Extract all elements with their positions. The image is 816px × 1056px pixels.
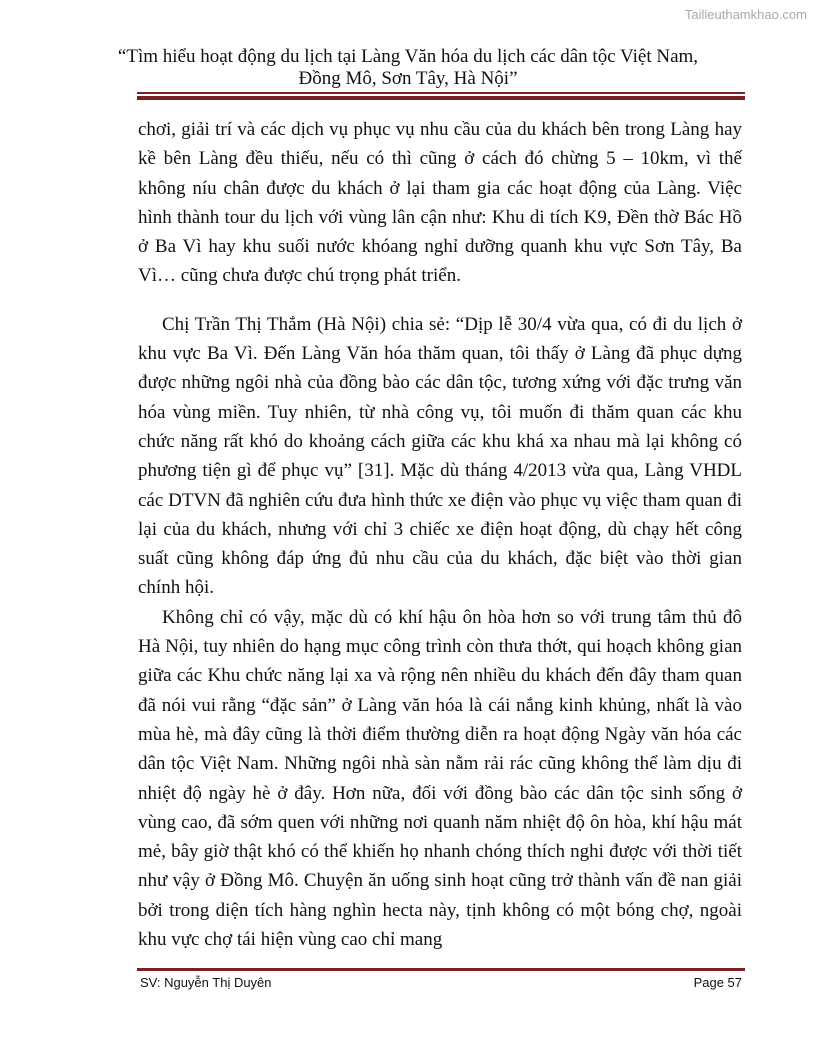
header-divider-thin [137,92,745,94]
header-title-line-1: “Tìm hiểu hoạt động du lịch tại Làng Văn hóa du lịch các dân tộc Việt Nam, [117,46,699,67]
footer-page-number: Page 57 [693,975,742,990]
footer-author: SV: Nguyễn Thị Duyên [140,975,272,990]
paragraph-2: Chị Trần Thị Thắm (Hà Nội) chia sẻ: “Dịp lễ 30/4 vừa qua, có đi du lịch ở khu vực Ba Vì. Đến Làng Văn hóa thăm quan, tôi thấy ở Làng đã phục dựng được những ngôi nhà của đồng bào các dân tộc, tương xứng với đặc trưng văn hóa vùng miền. Tuy nhiên, từ nhà công vụ, tôi muốn đi thăm quan các khu chức năng rất khó do khoảng cách giữa các khu khá xa nhau mà lại không có phương tiện gì để phục vụ” [31]. Mặc dù tháng 4/2013 vừa qua, Làng VHDL các DTVN đã nghiên cứu đưa hình thức xe điện vào phục vụ việc tham quan đi lại của du khách, nhưng với chỉ 3 chiếc xe điện hoạt động, dù chạy hết công suất cũng không đáp ứng đủ nhu cầu của du khách, đặc biệt vào thời gian chính hội. [138,313,742,599]
header-title-line-2: Đồng Mô, Sơn Tây, Hà Nội” [298,68,518,89]
header-divider-thick [137,96,745,100]
document-body [138,115,742,954]
page-header [110,46,706,90]
paragraph-1: chơi, giải trí và các dịch vụ phục vụ nhu cầu của du khách bên trong Làng hay kề bên Làng đều thiếu, nếu có thì cũng ở cách đó chừng 5 – 10km, vì thế không níu chân được du khách ở lại tham gia các hoạt động của Làng. Việc hình thành tour du lịch với vùng lân cận như: Khu di tích K9, Đền thờ Bác Hồ ở Ba Vì hay khu suối nước khóang nghỉ dưỡng quanh khu vực Sơn Tây, Ba Vì… cũng chưa được chú trọng phát triển. [138,119,742,287]
watermark-text: Tailieuthamkhao.com [684,7,807,22]
footer-divider [137,968,745,971]
paragraph-3: Không chỉ có vậy, mặc dù có khí hậu ôn hòa hơn so với trung tâm thủ đô Hà Nội, tuy nhiên do hạng mục công trình còn thưa thớt, qui hoạch không gian giữa các Khu chức năng lại xa và rộng nên nhiều du khách đến đây tham quan đã nói vui rằng “đặc sản” ở Làng văn hóa là cái nắng kinh khủng, nhất là vào mùa hè, mà đây cũng là thời điểm thường diễn ra hoạt động Ngày văn hóa các dân tộc Việt Nam. Những ngôi nhà sàn nằm rải rác cũng không thể làm dịu đi nhiệt độ ngày hè ở đây. Hơn nữa, đối với đồng bào các dân tộc sinh sống ở vùng cao, đã sớm quen với những nơi quanh năm nhiệt độ ôn hòa, khí hậu mát mẻ, bây giờ thật khó có thể khiến họ nhanh chóng thích nghi được với thời tiết như vậy ở Đồng Mô. Chuyện ăn uống sinh hoạt cũng trở thành vấn đề nan giải bởi trong diện tích hàng nghìn hecta này, tịnh không có một bóng chợ, ngoài khu vực chợ tái hiện vùng cao chỉ mang [138,606,742,951]
